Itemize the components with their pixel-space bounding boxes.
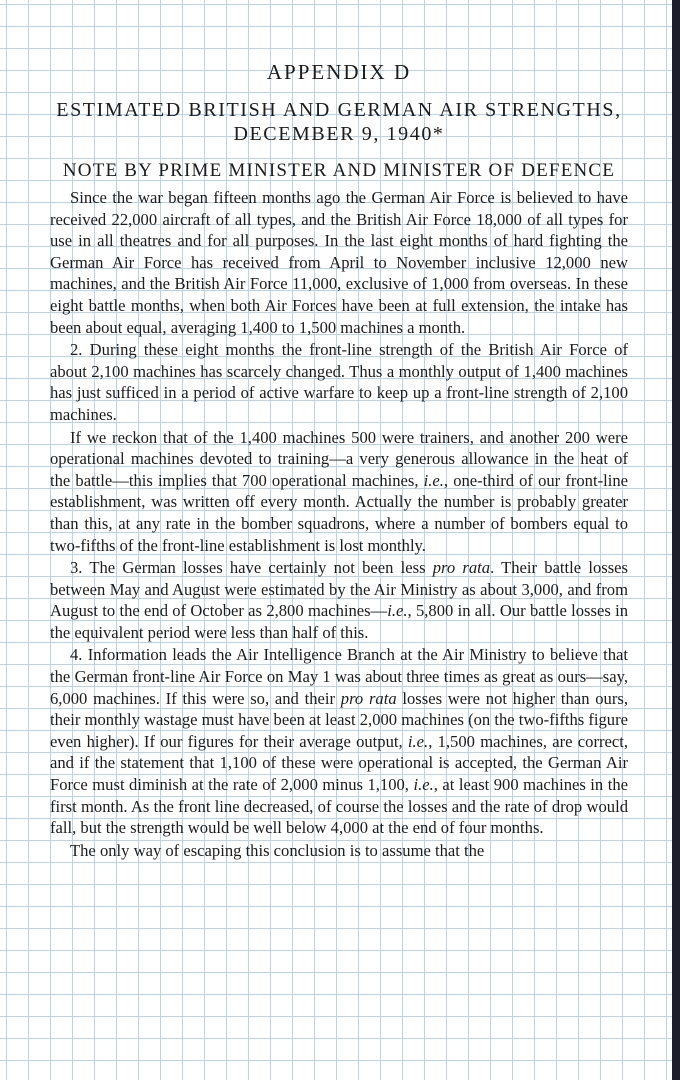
paragraph-1: Since the war began fifteen months ago the German Air Force is believed to have received 22,000 aircraft of all types, and the British Air Force 18,000 of all types for use in all theatres and for all purposes. In the last eight months of hard fighting the German Air Force has received from April to November inclusive 12,000 new machines, and the British Air Force 11,000, exclusive of 1,000 from overseas. In these eight battle months, when both Air Forces have been at full extension, the intake has been about equal, averaging 1,400 to 1,500 machines a month. bbox=[50, 188, 628, 337]
paragraph-5 bbox=[50, 644, 628, 838]
paragraph-3-text: If we reckon that of the 1,400 machines 500 were trainers, and another 200 were operational machines devoted to training—a very generous allowance in the heat of the battle—this implies that 700 operational machines, bbox=[50, 427, 628, 490]
paragraph-5-text: 4. Information leads the Air Intelligence Branch at the Air Ministry to believe that the German front-line Air Force on May 1 was about three times as great as ours—say, 6,000 machines. If this were so, and their bbox=[50, 645, 628, 708]
document-title: ESTIMATED BRITISH AND GERMAN AIR STRENGTHS, DECEMBER 9, 1940* bbox=[56, 99, 622, 145]
paragraph-3-italic: i.e. bbox=[423, 470, 444, 490]
paragraph-5-text: , at least 900 machines in the first month. As the front line decreased, of course the losses and the rate of drop would fall, but the strength would be well below 4,000 at the end of four months. bbox=[50, 775, 628, 838]
paragraph-2: 2. During these eight months the front-line strength of the British Air Force of about 2,100 machines has scarcely changed. Thus a monthly output of 1,400 machines has just sufficed in a period of active warfare to keep up a front-line strength of 2,100 machines. bbox=[50, 340, 628, 424]
paragraph-4-italic: pro rata bbox=[432, 558, 491, 578]
paragraph-5-text: losses were not higher than ours, their monthly wastage must have been at least 2,000 machines (on the two-fifths figure even higher). If our figures for their average output, bbox=[50, 688, 628, 751]
paragraph-4-italic: i.e. bbox=[387, 601, 408, 621]
paragraph-4-text: 3. The German losses have certainly not been less bbox=[70, 558, 433, 578]
document-subtitle: NOTE BY PRIME MINISTER AND MINISTER OF DEFENCE bbox=[62, 160, 616, 181]
page-edge bbox=[672, 0, 680, 1080]
paragraph-4-text: . Their battle losses between May and August were estimated by the Air Ministry as about 3,000, and from August to the end of October as 2,800 machines— bbox=[50, 558, 628, 621]
paragraph-3-text: , one-third of our front-line establishment, was written off every month. Actually the number is probably greater than this, at any rate in the bomber squadrons, where a number of bombers equal to two-fifths of the front-line establishment is lost monthly. bbox=[50, 470, 628, 555]
appendix-heading: APPENDIX D bbox=[266, 60, 412, 84]
paragraph-5-text: , 1,500 machines, are correct, and if the statement that 1,100 of these were operational is accepted, the German Air Force must diminish at the rate of 2,000 minus 1,100, bbox=[50, 731, 628, 795]
body-text bbox=[50, 187, 628, 861]
paragraph-5-italic: pro rata bbox=[340, 688, 397, 708]
paragraph-4 bbox=[50, 557, 628, 643]
paragraph-6: The only way of escaping this conclusion is to assume that the bbox=[70, 840, 485, 860]
document-content bbox=[50, 60, 628, 861]
paragraph-5-italic: i.e. bbox=[407, 731, 429, 751]
paragraph-4-text: , 5,800 in all. Our battle losses in the equivalent period were less than half of this. bbox=[50, 601, 628, 642]
paragraph-5-italic: i.e. bbox=[413, 775, 434, 795]
paragraph-3 bbox=[50, 427, 628, 557]
